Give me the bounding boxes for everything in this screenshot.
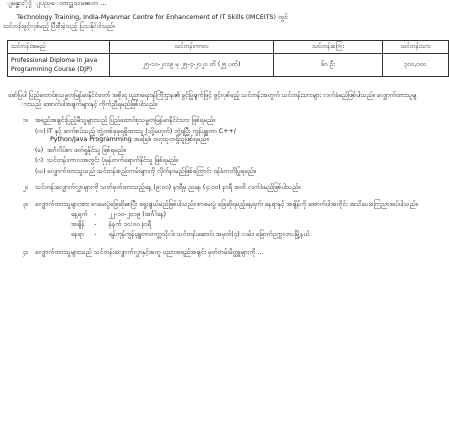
course-fee-cell: ၆၀ ဦး — [274, 54, 383, 77]
sub-item-d — [8, 168, 418, 177]
sub-item-a — [8, 128, 418, 137]
detail-separator: - — [94, 221, 97, 228]
item-text: လျှောက်ထားသူများအား စာမေးပွဲဖြေဆိုစေပြီး ရွေးချယ်မည်ဖြစ်ပါသည်။ စာမေးပွဲ ဖြေဆိုရမည့်နေ့ရက်၊ နေရာနှင့် အချိန်ကို အောက်ပါအတိုင်း အသိပေးကြေညာအပ်ပါသည်။ — [35, 200, 418, 208]
detail-label: နေ့ရက် — [71, 211, 88, 218]
item-text: အရည်အချင်းပြည့်မီသူများသည် ပြည်ထောင်စုသမ္မတမြန်မာနိုင်ငံသား ဖြစ်ရမည်။ — [35, 117, 215, 124]
course-table-wrap — [7, 40, 431, 77]
detail-label: အချိန် — [71, 221, 85, 228]
item-2 — [8, 184, 418, 193]
detail-value: ရန်ကုန်ကွန်ပျူတာတက္ကသိုလ်၊ သင်တန်းဆောင်၊ အမှတ်(၄) လမ်း၊ မြောက်ဥက္ကလာပမြို့နယ် — [108, 231, 310, 238]
intro-line-2: သင်တန်းဖွင့်လှစ်မည့် ပြီးစီးခဲ့သည့် ပြသနိုင်ပါသည်။ — [3, 23, 116, 31]
item-3 — [8, 201, 418, 210]
header-course: သင်တန်းအမည် — [8, 41, 110, 54]
sub-item-b — [8, 147, 418, 156]
main-paragraph: ဖော်ပြပါ ပြည်ထောင်စုသမ္မတမြန်မာနိုင်ငံတော် အစိုးရ ပညာရေးဝန်ကြီးဌာန၏ ခွင့်ပြုချက်ဖြင့် ဖွင့်လှစ်မည့် သင်တန်းအတွက် သင်တန်းသားများ လက်ခံမည်ဖြစ်ပါသည်။ လျှောက်ထားသူများသည် အောက်ပါအချက်များနှင့် ကိုက်ညီရမည်ဖြစ်ပါသည်။ — [8, 92, 417, 108]
sub-item-text: IT နှင့် ဆက်စပ်သည့် ဘွဲ့တစ်ခုခုရရှိထားသူ (သို့မဟုတ်) ဘွဲ့ရပြီး ကွန်ပျူတာ C++/ — [47, 127, 236, 135]
exam-details — [8, 211, 418, 241]
sub-item-a-continuation: Python/Java Programming အခြေခံ ဗဟုသုတရှိသူဖြစ်ရမည်။ — [50, 136, 209, 143]
header-period: သင်တန်းကာလ — [110, 41, 274, 54]
course-name-cell: Professional Diploma in Java Programming Course (DJP) — [8, 54, 110, 77]
detail-row-time — [71, 221, 418, 231]
item-text: လျှောက်ထားသူများသည် သင်တန်းလျှောက်လွှာနှင့်အတူ ပညာအရည်အချင်း မှတ်တမ်းမိတ္တူများကို ... — [35, 249, 264, 256]
item-1 — [8, 117, 418, 126]
detail-separator: - — [94, 211, 97, 218]
table-row — [8, 54, 449, 77]
header-students: သင်တန်းသား — [383, 41, 449, 54]
item-number: ၁။ — [23, 117, 29, 124]
top-fragment: ျမန္မာႏိုင္ငံ ျပည္ေထာင္စုသမၼတ ... — [6, 0, 107, 7]
sub-item-number: (ခ) — [35, 146, 44, 154]
item-number: ၃။ — [23, 200, 29, 208]
header-fee: သင်တန်းကြေး — [274, 41, 383, 54]
detail-row-date — [71, 211, 418, 221]
course-period-cell: ၂၅-၁၀-၂၀၁၉ မှ ၂၅-၄-၂၀၂၀ ထိ (၂၅ ပတ်) — [110, 54, 274, 77]
sub-item-number: (ဂ) — [35, 157, 44, 164]
detail-separator: - — [94, 231, 97, 238]
item-number: ၄။ — [23, 249, 29, 256]
course-table — [7, 40, 449, 77]
intro-text — [3, 14, 412, 32]
detail-row-place — [71, 231, 418, 241]
detail-value: ၂၂-၁၀-၂၀၁၉ (အင်္ဂါနေ့) — [108, 211, 166, 218]
sub-item-number: (ဃ) — [35, 167, 46, 175]
sub-item-number: (က) — [35, 127, 46, 135]
document-content — [8, 92, 418, 256]
item-4 — [8, 249, 418, 256]
item-number: ၂။ — [23, 184, 28, 191]
detail-value: နံနက် ၁၀:၀၀ နာရီ — [108, 221, 152, 228]
intro-line-1: Technology Training, India-Myanmar Centre for Enhancement of IT Skills (IMCEITS) တွင် — [17, 14, 288, 21]
sub-item-text: သင်တန်းကာလအတွင်း ပုံမှန်တက်ရောက်နိုင်သူ ဖြစ်ရမည်။ — [47, 157, 178, 164]
course-table-header-row — [8, 41, 449, 54]
item-text: သင်တန်းလျှောက်လွှာများကို သတ်မှတ်ထားသည့်နေ့ (၉:၀၀) နာရီမှ ညနေ (၄:၀၀) နာရီ အထိ လက်ခံမည်ဖြစ်ပါသည်။ — [35, 184, 301, 191]
sub-item-c — [8, 157, 418, 166]
course-students-cell: ၃၀၀,၀၀၀ — [383, 54, 449, 77]
detail-label: နေရာ — [71, 231, 84, 238]
sub-item-text: အင်္ဂလိပ်စာ ဖတ်ရှုနိုင်သူ ဖြစ်ရမည်။ — [47, 146, 126, 154]
sub-item-text: လျှောက်ထားသူသည် သင်တန်းစည်းကမ်းများကို လိုက်နာမည်ဖြစ်ကြောင်း ဝန်ခံကတိပြုရမည်။ — [47, 167, 256, 175]
